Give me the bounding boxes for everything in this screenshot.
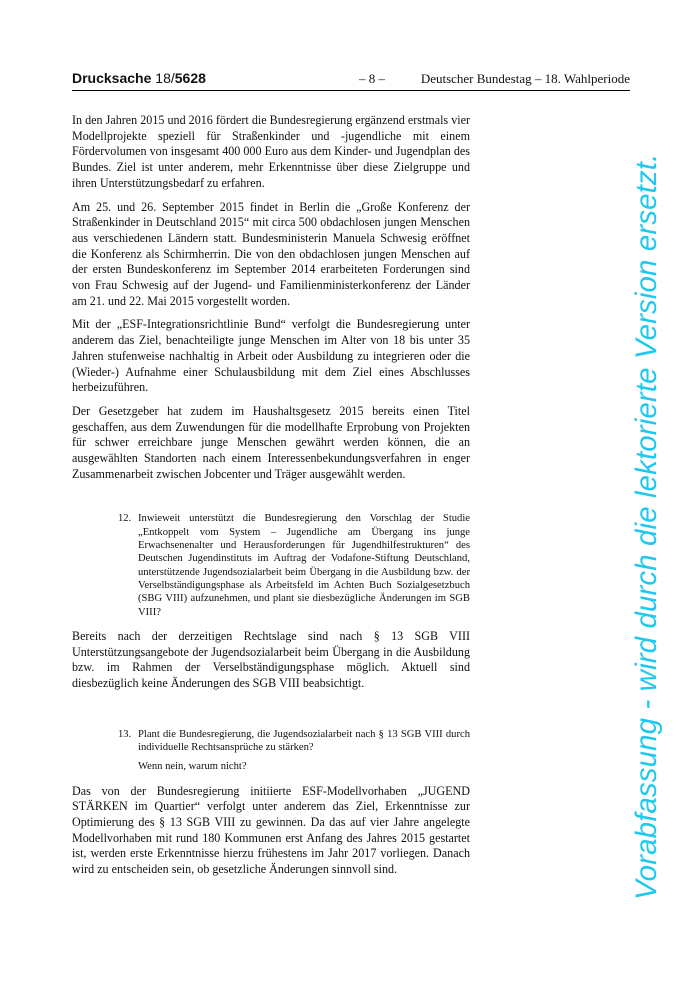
document-body	[72, 113, 470, 886]
question-number: 13.	[118, 728, 132, 740]
paragraph: Mit der „ESF-Integrationsrichtlinie Bund“ verfolgt die Bundesregierung unter anderem das Ziel, benachteiligte junge Menschen im Alter von 18 bis unter 35 Jahren stufenweise nachhaltig in Arbeit oder Ausbildung zu integrieren oder die (Wieder-) Aufnahme einer Schulausbildung mit dem Ziel eines Abschlusses herbeizuführen.	[72, 317, 470, 395]
question-13	[72, 728, 470, 774]
question-12	[72, 512, 470, 618]
document-id	[72, 70, 206, 86]
draft-watermark: Vorabfassung - wird durch die lektorierte Version ersetzt.	[630, 153, 663, 900]
question-number: 12.	[118, 513, 132, 525]
answer-13: Das von der Bundesregierung initiierte ESF-Modellvorhaben „JUGEND STÄRKEN im Quartier“ verfolgt unter anderem das Ziel, Erkenntnisse zur Optimierung des § 13 SGB VIII zu gewinnen. Da das auf vier Jahre angelegte Modellvorhaben mit rund 180 Kommunen erst Anfang des Jahres 2015 gestartet ist, werden erste Erkenntnisse hierzu frühestens im Jahr 2017 vorliegen. Danach wird zu entscheiden sein, ob gesetzliche Änderungen sinnvoll sind.	[72, 783, 470, 877]
paragraph: Der Gesetzgeber hat zudem im Haushaltsgesetz 2015 bereits einen Titel geschaffen, aus dem Zuwendungen für die modellhafte Erprobung von Projekten für schwer erreichbare junge Menschen gewährt werden können, die an ausgewählten Standorten nach einem Interessenbekundungsverfahren in enger Zusammenarbeit zwischen Jobcenter und Träger ausgewählt werden.	[72, 403, 470, 481]
doc-number: 5628	[174, 70, 206, 86]
page-header	[72, 68, 630, 91]
question-text: Plant die Bundesregierung, die Jugendsozialarbeit nach § 13 SGB VIII durch individuelle Rechtsansprüche zu stärken?	[138, 728, 470, 753]
question-text: Inwieweit unterstützt die Bundesregierung den Vorschlag der Studie „Entkoppelt vom System – Jugendliche am Übergang ins junge Erwachsenenalter und Herausforderungen für Jugendhilfestrukturen“ des Deutschen Jugendinstituts im Auftrag der Vodafone-Stiftung Deutschland, unterstützende Jugendsozialarbeit beim Übergang in die Ausbildung bzw. der Verselbständigungsphase als Arbeitsfeld im Achten Buch Sozialgesetzbuch (SBG VIII) aufzunehmen, und plant sie diesbezügliche Änderungen im SGB VIII?	[138, 513, 470, 618]
page-number: – 8 –	[359, 71, 385, 86]
legislative-period: Deutscher Bundestag – 18. Wahlperiode	[420, 71, 630, 86]
doc-number-prefix: 18/	[155, 70, 175, 86]
answer-12: Bereits nach der derzeitigen Rechtslage sind nach § 13 SGB VIII Unterstützungsangebote der Jugendsozialarbeit beim Übergang in die Ausbildung bzw. im Rahmen der Verselbständigungsphase möglich. Aktuell sind diesbezüglich keine Änderungen des SGB VIII beabsichtigt.	[72, 628, 470, 690]
paragraph: Am 25. und 26. September 2015 findet in Berlin die „Große Konferenz der Straßenkinder in Deutschland 2015“ mit circa 500 obdachlosen jungen Menschen aus verschiedenen Ländern statt. Bundesministerin Manuela Schwesig eröffnet die Konferenz als Schirmherrin. Die von den obdachlosen jungen Menschen auf der ersten Bundeskonferenz im September 2014 erarbeiteten Forderungen sind von Frau Schwesig auf der Jugend- und Familienministerkonferenz der Länder am 21. und 22. Mai 2015 vorgestellt worden.	[72, 199, 470, 308]
paragraph: In den Jahren 2015 und 2016 fördert die Bundesregierung ergänzend erstmals vier Modellprojekte speziell für Straßenkinder und -jugendliche mit einem Fördervolumen von insgesamt 400 000 Euro aus dem Kinder- und Jugendplan des Bundes. Ziel ist unter anderem, mehr Erkenntnisse über diese Zielgruppe und ihren Unterstützungsbedarf zu erfahren.	[72, 113, 470, 190]
doc-label: Drucksache	[72, 70, 152, 86]
question-followup: Wenn nein, warum nicht?	[138, 761, 247, 773]
